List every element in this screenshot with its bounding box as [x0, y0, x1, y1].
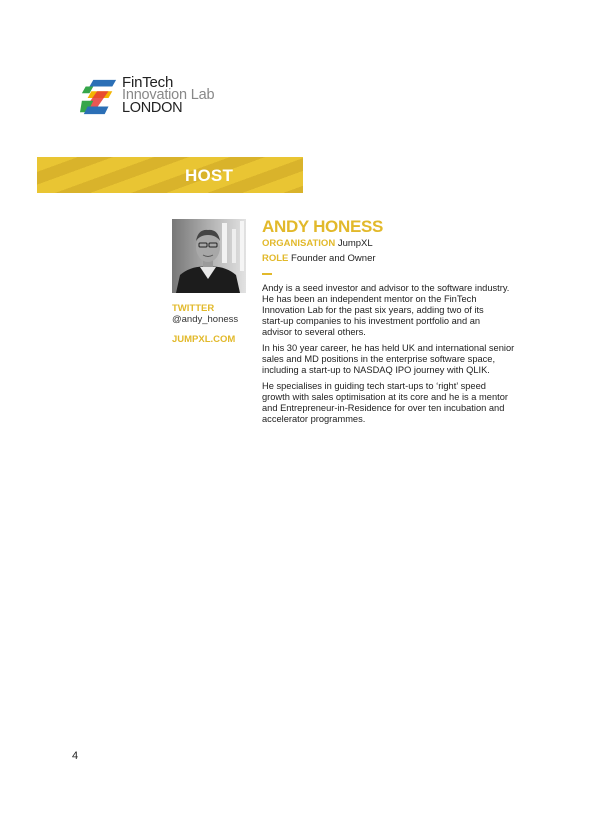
- host-name: ANDY HONESS: [262, 217, 384, 236]
- fintech-logo: [80, 76, 240, 120]
- logo-line-innovation-lab: Innovation Lab: [122, 87, 215, 103]
- bio-line: including a start-up to NASDAQ IPO journey with QLIK.: [262, 365, 490, 375]
- organisation-value: JumpXL: [337, 238, 373, 249]
- bio-line: advisor to several others.: [262, 327, 366, 337]
- bio-line: growth with sales optimisation at its core and he is a mentor: [262, 392, 508, 402]
- contact-sidebar: [172, 303, 252, 345]
- twitter-label: TWITTER: [172, 303, 215, 314]
- fintech-logo-icon: [80, 78, 118, 116]
- twitter-handle[interactable]: @andy_honess: [172, 314, 239, 325]
- bio-line: and Entrepreneur-in-Residence for over ten incubation and: [262, 403, 505, 413]
- profile-photo: [172, 219, 246, 293]
- bio-line: accelerator programmes.: [262, 414, 366, 424]
- section-banner: [37, 157, 303, 193]
- logo-wordmark: [122, 76, 214, 115]
- role-line: [262, 253, 376, 265]
- organisation-line: [262, 238, 373, 250]
- page-number: 4: [72, 750, 79, 762]
- section-title: HOST: [185, 166, 234, 185]
- accent-divider: [262, 273, 272, 275]
- bio-paragraph: [262, 381, 524, 425]
- bio-line: sales and MD positions in the enterprise software space,: [262, 354, 496, 364]
- logo-line-fintech: FinTech: [122, 74, 174, 91]
- role-value: Founder and Owner: [291, 253, 376, 264]
- organisation-label: ORGANISATION: [262, 238, 336, 249]
- bio-line: In his 30 year career, he has held UK and international senior: [262, 343, 515, 353]
- bio-line: He specialises in guiding tech start-ups to ‘right’ speed: [262, 381, 486, 391]
- bio-paragraph: [262, 343, 524, 376]
- bio-line: start-up companies to his investment portfolio and an: [262, 316, 481, 326]
- bio-line: He has been an independent mentor on the FinTech: [262, 294, 477, 304]
- website-link[interactable]: JUMPXL.COM: [172, 334, 236, 345]
- bio-line: Andy is a seed investor and advisor to the software industry.: [262, 283, 510, 293]
- bio-line: Innovation Lab for the past six years, adding two of its: [262, 305, 484, 315]
- host-bio: [262, 283, 524, 430]
- role-label: ROLE: [262, 253, 289, 264]
- bio-paragraph: [262, 283, 524, 338]
- logo-line-london: LONDON: [122, 100, 183, 116]
